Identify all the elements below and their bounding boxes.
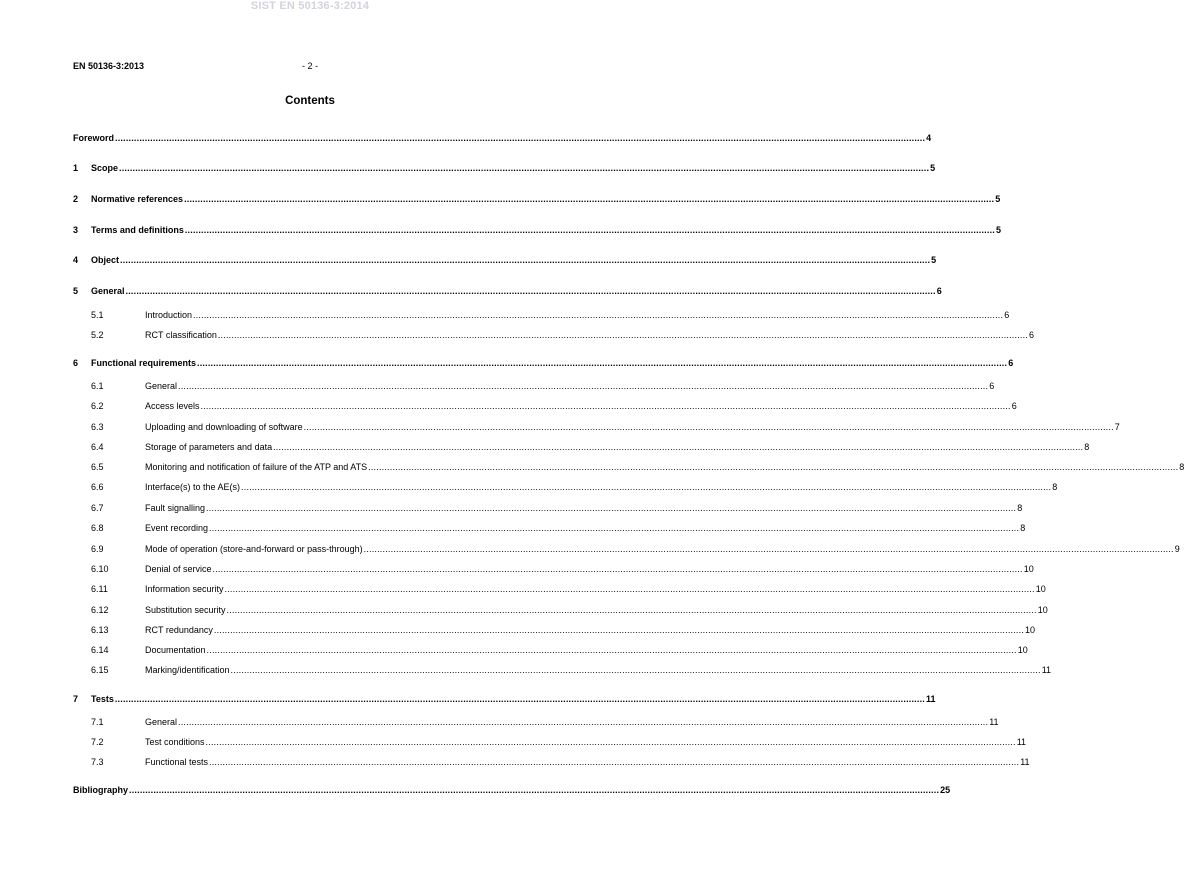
toc-entry-number: 7.3: [91, 757, 104, 767]
toc-entry[interactable]: [73, 309, 1010, 321]
toc-entry-number: 5: [73, 286, 79, 296]
toc-leader-dots: ............................................................................................................................................................................................................................................................................................................: [115, 133, 926, 143]
toc-entry-label: Scope: [91, 163, 119, 173]
toc-entry-label: Tests: [91, 694, 114, 704]
toc-entry-number: 5.2: [91, 330, 104, 340]
toc-leader-dots: ............................................................................................................................................................................................................................................................................................................: [230, 665, 1041, 675]
toc-entry-page: 6: [936, 286, 942, 296]
toc-entry-page: 5: [931, 255, 937, 265]
toc-entry-page: 8: [1017, 503, 1023, 513]
toc-entry[interactable]: [73, 132, 932, 144]
toc-entry-number: 7.1: [91, 717, 104, 727]
toc-entry-label: Interface(s) to the AE(s): [145, 482, 241, 492]
toc-entry-page: 7: [1114, 422, 1120, 432]
toc-entry-label: Functional requirements: [91, 358, 197, 368]
toc-leader-dots: ............................................................................................................................................................................................................................................................................................................: [197, 358, 1008, 368]
toc-entry[interactable]: [73, 329, 1035, 341]
toc-leader-dots: ............................................................................................................................................................................................................................................................................................................: [213, 625, 1025, 635]
page-number: - 2 -: [301, 61, 318, 71]
toc-entry-label: Denial of service: [145, 564, 212, 574]
toc-entry-label: General: [145, 717, 178, 727]
toc-entry[interactable]: [73, 563, 1034, 575]
toc-entry-label: Marking/identification: [145, 665, 230, 675]
toc-leader-dots: ............................................................................................................................................................................................................................................................................................................: [125, 286, 936, 296]
toc-entry-number: 6.8: [91, 523, 104, 533]
toc-leader-dots: ............................................................................................................................................................................................................................................................................................................: [193, 310, 1004, 320]
toc-entry-page: 8: [1084, 442, 1090, 452]
toc-entry-label: Test conditions: [145, 737, 205, 747]
toc-entry[interactable]: [73, 193, 1001, 205]
toc-entry[interactable]: [73, 784, 951, 796]
toc-entry[interactable]: [73, 644, 1028, 656]
toc-entry-label: Object: [91, 255, 120, 265]
toc-entry-page: 4: [926, 133, 932, 143]
toc-leader-dots: ............................................................................................................................................................................................................................................................................................................: [119, 163, 930, 173]
toc-entry-label: General: [145, 381, 178, 391]
toc-leader-dots: ............................................................................................................................................................................................................................................................................................................: [224, 584, 1035, 594]
toc-entry-number: 5.1: [91, 310, 104, 320]
toc-entry-label: Introduction: [145, 310, 193, 320]
toc-entry-page: 6: [1029, 330, 1035, 340]
toc-entry[interactable]: [73, 421, 1120, 433]
toc-entry-number: 6.13: [91, 625, 109, 635]
toc-entry-page: 5: [996, 225, 1002, 235]
toc-entry-number: 3: [73, 225, 79, 235]
toc-entry-page: 10: [1017, 645, 1028, 655]
toc-entry-number: 1: [73, 163, 79, 173]
toc-entry-number: 6.2: [91, 401, 104, 411]
toc-entry-number: 6.1: [91, 381, 104, 391]
toc-leader-dots: ............................................................................................................................................................................................................................................................................................................: [217, 330, 1029, 340]
toc-entry-label: Event recording: [145, 523, 209, 533]
toc-entry-label: Normative references: [91, 194, 184, 204]
toc-leader-dots: ............................................................................................................................................................................................................................................................................................................: [363, 544, 1174, 554]
toc-entry[interactable]: [73, 254, 937, 266]
toc-entry-page: 6: [1008, 358, 1014, 368]
toc-entry[interactable]: [73, 736, 1027, 748]
toc-leader-dots: ............................................................................................................................................................................................................................................................................................................: [303, 422, 1114, 432]
toc-leader-dots: ............................................................................................................................................................................................................................................................................................................: [241, 482, 1052, 492]
toc-entry[interactable]: [73, 224, 1002, 236]
toc-entry-page: 11: [926, 694, 936, 704]
toc-entry-label: Uploading and downloading of software: [145, 422, 303, 432]
toc-entry-label: RCT redundancy: [145, 625, 213, 635]
toc-entry[interactable]: [73, 162, 936, 174]
toc-entry-label: Fault signalling: [145, 503, 206, 513]
toc-entry-page: 11: [989, 717, 999, 727]
toc-entry[interactable]: [73, 285, 942, 297]
toc-entry-number: 6.11: [91, 584, 108, 594]
toc-entry[interactable]: [73, 400, 1017, 412]
toc-entry-label: Monitoring and notification of failure of the ATP and ATS: [145, 462, 368, 472]
toc-entry-page: 9: [1174, 544, 1180, 554]
toc-entry-label: Terms and definitions: [91, 225, 184, 235]
toc-leader-dots: ............................................................................................................................................................................................................................................................................................................: [226, 605, 1037, 615]
toc-entry-label: Substitution security: [145, 605, 226, 615]
toc-leader-dots: ............................................................................................................................................................................................................................................................................................................: [205, 737, 1016, 747]
document-id: EN 50136-3:2013: [73, 61, 145, 71]
toc-entry-page: 10: [1035, 584, 1046, 594]
toc-leader-dots: ............................................................................................................................................................................................................................................................................................................: [209, 757, 1020, 767]
toc-entry-label: Information security: [145, 584, 224, 594]
toc-entry-number: 6.6: [91, 482, 104, 492]
toc-entry-number: 6.14: [91, 645, 109, 655]
toc-entry-page: 11: [1020, 757, 1030, 767]
toc-entry-number: 6.4: [91, 442, 104, 452]
toc-entry-page: 11: [1016, 737, 1027, 747]
toc-entry-label: General: [91, 286, 125, 296]
toc-entry-number: 6.10: [91, 564, 109, 574]
toc-entry[interactable]: [73, 380, 995, 392]
toc-leader-dots: ............................................................................................................................................................................................................................................................................................................: [178, 717, 989, 727]
toc-entry-number: 6.3: [91, 422, 104, 432]
toc-entry-page: 5: [930, 163, 936, 173]
toc-entry-number: 6.5: [91, 462, 104, 472]
toc-entry-number: 7: [73, 694, 79, 704]
toc-leader-dots: ............................................................................................................................................................................................................................................................................................................: [273, 442, 1084, 452]
watermark: SIST EN 50136-3:2014: [250, 0, 370, 12]
toc-entry[interactable]: [73, 481, 1058, 493]
toc-leader-dots: ............................................................................................................................................................................................................................................................................................................: [178, 381, 989, 391]
toc-entry-label: Functional tests: [145, 757, 209, 767]
toc-leader-dots: ............................................................................................................................................................................................................................................................................................................: [184, 194, 995, 204]
toc-leader-dots: ............................................................................................................................................................................................................................................................................................................: [114, 694, 925, 704]
toc-entry-number: 7.2: [91, 737, 104, 747]
toc-entry[interactable]: [73, 664, 1052, 676]
toc-entry-label: Bibliography: [73, 785, 129, 795]
toc-entry-page: 8: [1052, 482, 1058, 492]
toc-entry[interactable]: [73, 716, 999, 728]
toc-entry-page: 10: [1023, 564, 1034, 574]
toc-leader-dots: ............................................................................................................................................................................................................................................................................................................: [200, 401, 1011, 411]
toc-entry-label: Access levels: [145, 401, 200, 411]
toc-entry-page: 6: [989, 381, 995, 391]
toc-entry-page: 8: [1179, 462, 1184, 472]
toc-leader-dots: ............................................................................................................................................................................................................................................................................................................: [368, 462, 1179, 472]
toc-entry-number: 4: [73, 255, 79, 265]
toc-entry-page: 10: [1037, 605, 1048, 615]
toc-entry-number: 6.12: [91, 605, 109, 615]
toc-entry-label: Mode of operation (store-and-forward or pass-through): [145, 544, 363, 554]
toc-entry[interactable]: [73, 441, 1090, 453]
toc-entry-number: 6: [73, 358, 79, 368]
toc-entry-page: 6: [1011, 401, 1017, 411]
toc-leader-dots: ............................................................................................................................................................................................................................................................................................................: [184, 225, 995, 235]
toc-entry-number: 6.15: [91, 665, 109, 675]
toc-entry[interactable]: [73, 583, 1046, 595]
toc-entry[interactable]: [73, 357, 1014, 369]
toc-entry-page: 6: [1004, 310, 1010, 320]
toc-entry-number: 2: [73, 194, 79, 204]
toc-entry[interactable]: [73, 604, 1048, 616]
toc-leader-dots: ............................................................................................................................................................................................................................................................................................................: [206, 503, 1017, 513]
toc-entry-page: 25: [940, 785, 951, 795]
toc-entry[interactable]: [73, 461, 1184, 473]
toc-entry[interactable]: [73, 522, 1026, 534]
toc-entry-label: RCT classification: [145, 330, 217, 340]
toc-entry-label: Storage of parameters and data: [145, 442, 273, 452]
toc-leader-dots: ............................................................................................................................................................................................................................................................................................................: [209, 523, 1020, 533]
toc-leader-dots: ............................................................................................................................................................................................................................................................................................................: [212, 564, 1023, 574]
toc-entry-page: 11: [1041, 665, 1052, 675]
toc-entry-page: 5: [995, 194, 1001, 204]
toc-leader-dots: ............................................................................................................................................................................................................................................................................................................: [120, 255, 931, 265]
toc-entry[interactable]: [73, 624, 1036, 636]
toc-leader-dots: ............................................................................................................................................................................................................................................................................................................: [206, 645, 1017, 655]
toc-leader-dots: ............................................................................................................................................................................................................................................................................................................: [129, 785, 940, 795]
toc-entry-number: 6.9: [91, 544, 104, 554]
toc-entry-label: Documentation: [145, 645, 206, 655]
toc-entry[interactable]: [73, 693, 936, 705]
page-title: Contents: [285, 95, 335, 107]
toc-entry-number: 6.7: [91, 503, 104, 513]
toc-entry-page: 8: [1020, 523, 1026, 533]
toc-entry-label: Foreword: [73, 133, 115, 143]
toc-entry[interactable]: [73, 543, 1180, 555]
toc-entry[interactable]: [73, 502, 1023, 514]
toc-entry[interactable]: [73, 756, 1030, 768]
toc-entry-page: 10: [1025, 625, 1036, 635]
